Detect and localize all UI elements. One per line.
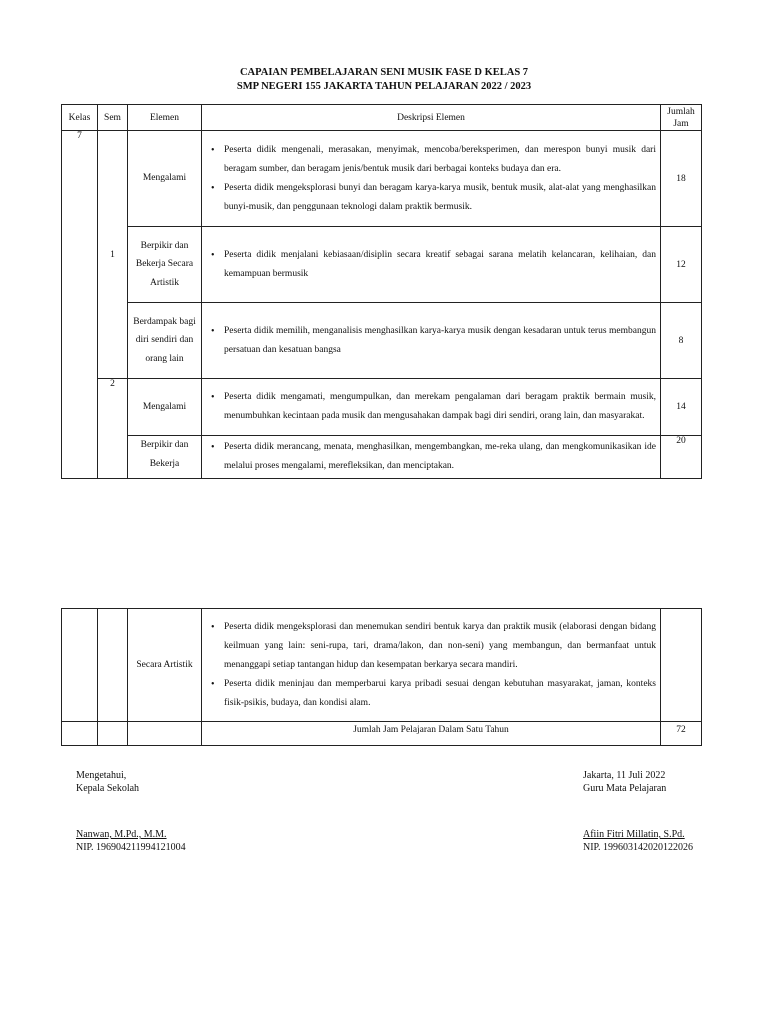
list-item: • Peserta didik merancang, menata, menghasilkan, mengembangkan, me-reka ulang, dan mengkomunikasikan ide melalui proses mengalami, merefleksikan, dan menciptakan. <box>224 438 656 476</box>
table-row <box>62 227 702 303</box>
total-label: Jumlah Jam Pelajaran Dalam Satu Tahun <box>202 722 661 746</box>
elemen-cell: Berpikir dan Bekerja <box>128 436 202 479</box>
elemen-cell: Secara Artistik <box>128 609 202 722</box>
signature-right <box>583 769 666 795</box>
elemen-cell: Berdampak bagi diri sendiri dan orang lain <box>128 303 202 379</box>
elemen-cell <box>128 722 202 746</box>
jam-cell <box>661 609 702 722</box>
jam-cell: 20 <box>661 436 702 479</box>
header-jumlah: Jumlah Jam <box>661 105 702 131</box>
deskripsi-cell <box>202 379 661 436</box>
header-elemen: Elemen <box>128 105 202 131</box>
kelas-cell <box>62 722 98 746</box>
table-row <box>62 379 702 436</box>
kelas-cell <box>62 609 98 722</box>
list-item: • Peserta didik mengeksplorasi dan menemukan sendiri bentuk karya dan praktik musik (elaborasi dengan bidang keilmuan yang lain: seni-rupa, tari, drama/lakon, dan non-seni) yang membangun, dan bermanfaat untuk menanggapi setiap tantangan hidup dan kesempatan berkarya secara mandiri. <box>224 618 656 675</box>
signature-left-line1: Mengetahui, <box>76 770 127 781</box>
sem-cell: 2 <box>98 379 128 479</box>
header-kelas: Kelas <box>62 105 98 131</box>
signature-left <box>76 769 139 795</box>
signature-right-name: Afiin Fitri Millatin, S.Pd. <box>583 829 685 840</box>
title-line-1: CAPAIAN PEMBELAJARAN SENI MUSIK FASE D KELAS 7 <box>239 67 529 78</box>
table-row <box>62 609 702 722</box>
list-item: • Peserta didik menjalani kebiasaan/disiplin secara kreatif sebagai sarana melatih kelancaran, kelihaian, dan kemampuan bermusik <box>224 246 656 284</box>
signature-left-nip: NIP. 196904211994121004 <box>76 842 186 853</box>
signature-left-name: Nanwan, M.Pd., M.M. <box>76 829 167 840</box>
elemen-cell: Mengalami <box>128 379 202 436</box>
list-item: • Peserta didik mengenali, merasakan, menyimak, mencoba/bereksperimen, dan merespon bunyi musik dari beragam sumber, dan beragam jenis/bentuk musik dari berbagai konteks budaya dan era. <box>224 141 656 179</box>
deskripsi-cell <box>202 227 661 303</box>
table-row <box>62 436 702 479</box>
learning-outcomes-table <box>61 104 702 479</box>
deskripsi-cell <box>202 609 661 722</box>
signature-right-name-block <box>583 828 693 854</box>
sem-cell <box>98 722 128 746</box>
learning-outcomes-table-continued <box>61 608 702 746</box>
kelas-cell: 7 <box>62 131 98 479</box>
jam-cell: 12 <box>661 227 702 303</box>
signature-right-line1: Jakarta, 11 Juli 2022 <box>583 770 666 781</box>
elemen-cell: Mengalami <box>128 131 202 227</box>
total-value: 72 <box>661 722 702 746</box>
list-item: • Peserta didik mengamati, mengumpulkan, dan merekam pengalaman dari beragam praktik bermain musik, menumbuhkan kecintaan pada musik dan mengusahakan dampak bagi diri sendiri, orang lain, dan masyarakat. <box>224 388 656 426</box>
signature-left-line2: Kepala Sekolah <box>76 783 140 794</box>
list-item: • Peserta didik memilih, menganalisis menghasilkan karya-karya musik dengan kesadaran untuk terus membangun persatuan dan kesatuan bangsa <box>224 322 656 360</box>
header-sem: Sem <box>98 105 128 131</box>
table-row <box>62 303 702 379</box>
jam-cell: 14 <box>661 379 702 436</box>
header-deskripsi: Deskripsi Elemen <box>202 105 661 131</box>
table-header-row <box>62 105 702 131</box>
elemen-cell: Berpikir dan Bekerja Secara Artistik <box>128 227 202 303</box>
deskripsi-cell <box>202 131 661 227</box>
sem-cell <box>98 609 128 722</box>
total-row <box>62 722 702 746</box>
signature-right-line2: Guru Mata Pelajaran <box>583 783 667 794</box>
list-item: • Peserta didik meninjau dan memperbarui karya pribadi sesuai dengan kebutuhan masyarakat, jaman, konteks fisik-psikis, budaya, dan kondisi alam. <box>224 675 656 713</box>
deskripsi-cell <box>202 303 661 379</box>
document-title <box>0 66 768 94</box>
table-row <box>62 131 702 227</box>
deskripsi-cell <box>202 436 661 479</box>
signature-right-nip: NIP. 199603142020122026 <box>583 842 694 853</box>
sem-cell: 1 <box>98 131 128 379</box>
jam-cell: 18 <box>661 131 702 227</box>
list-item: • Peserta didik mengeksplorasi bunyi dan beragam karya-karya musik, bentuk musik, alat-alat yang menghasilkan bunyi-musik, dan penggunaan teknologi dalam praktik bermusik. <box>224 179 656 217</box>
title-line-2: SMP NEGERI 155 JAKARTA TAHUN PELAJARAN 2022 / 2023 <box>236 81 532 92</box>
jam-cell: 8 <box>661 303 702 379</box>
signature-left-name-block <box>76 828 186 854</box>
